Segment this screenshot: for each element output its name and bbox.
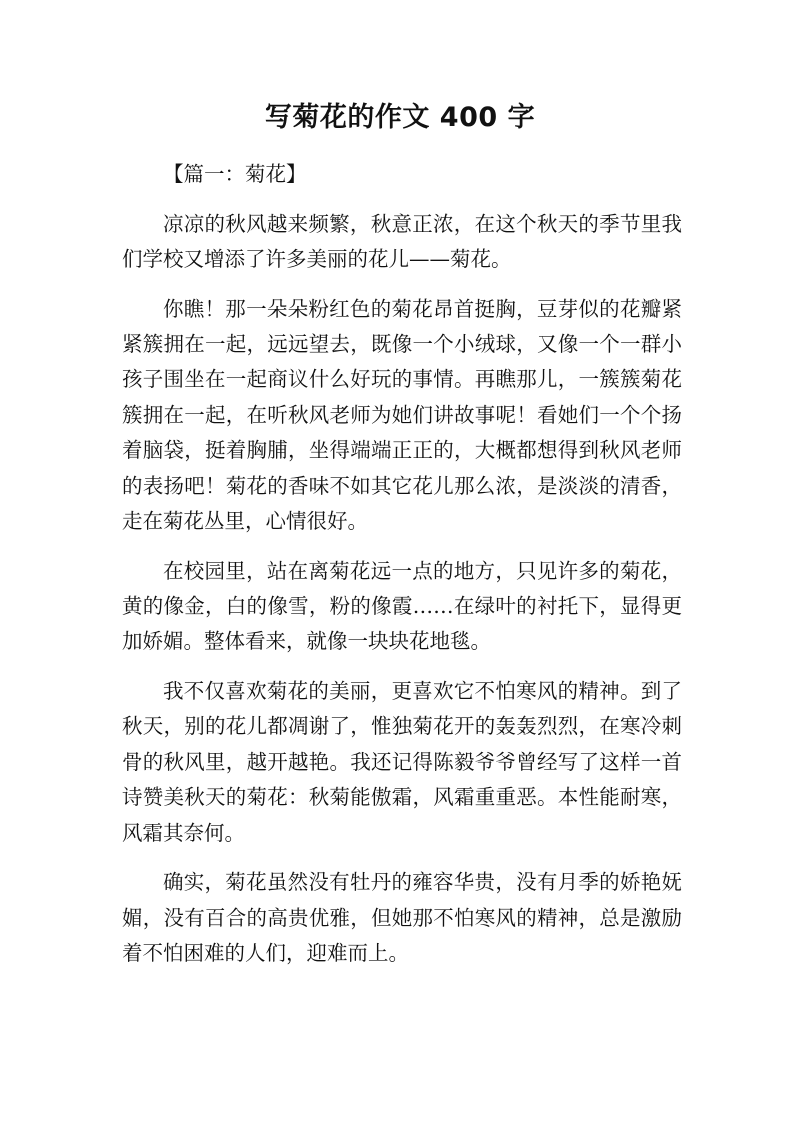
paragraph-3: 在校园里，站在离菊花远一点的地方，只见许多的菊花，黄的像金，白的像雪，粉的像霞……在绿叶的衬托下，显得更加娇媚。整体看来，就像一块块花地毯。 bbox=[122, 558, 682, 654]
document-title: 写菊花的作文 400 字 bbox=[264, 102, 536, 133]
paragraph-2: 你瞧！那一朵朵粉红色的菊花昂首挺胸，豆芽似的花瓣紧紧簇拥在一起，远远望去，既像一个小绒球，又像一个一群小孩子围坐在一起商议什么好玩的事情。再瞧那儿，一簇簇菊花簇拥在一起，在听秋风老师为她们讲故事呢！看她们一个个扬着脑袋，挺着胸脯，坐得端端正正的，大概都想得到秋风老师的表扬吧！菊花的香味不如其它花儿那么浓，是淡淡的清香，走在菊花丛里，心情很好。 bbox=[122, 296, 682, 534]
paragraph-5: 确实，菊花虽然没有牡丹的雍容华贵，没有月季的娇艳妩媚，没有百合的高贵优雅，但她那不怕寒风的精神，总是激励着不怕困难的人们，迎难而上。 bbox=[122, 870, 682, 966]
document-body bbox=[122, 157, 682, 986]
paragraph-1: 凉凉的秋风越来频繁，秋意正浓，在这个秋天的季节里我们学校又增添了许多美丽的花儿——菊花。 bbox=[122, 211, 682, 271]
section-heading: 【篇一：菊花】 bbox=[163, 162, 307, 186]
paragraph-4: 我不仅喜欢菊花的美丽，更喜欢它不怕寒风的精神。到了秋天，别的花儿都凋谢了，惟独菊花开的轰轰烈烈，在寒冷刺骨的秋风里，越开越艳。我还记得陈毅爷爷曾经写了这样一首诗赞美秋天的菊花：秋菊能傲霜，风霜重重恶。本性能耐寒，风霜其奈何。 bbox=[122, 679, 682, 845]
